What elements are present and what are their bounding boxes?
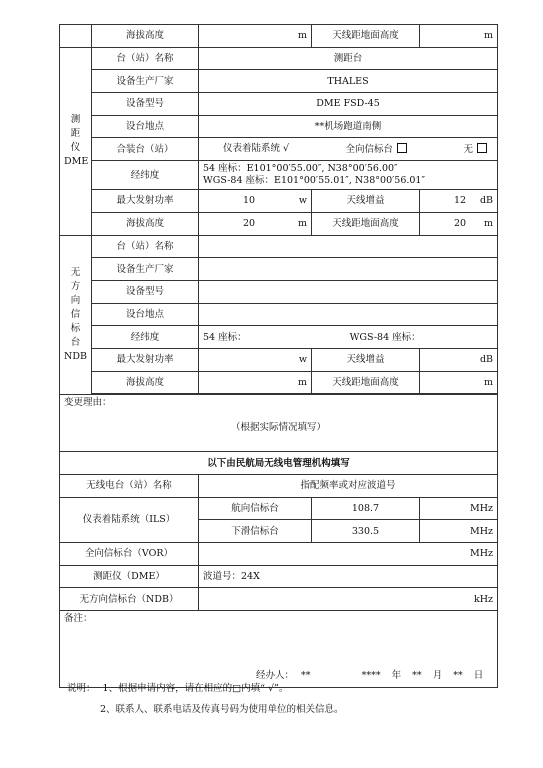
ndb-name-label: 台（站）名称 (92, 235, 199, 258)
date-month: ** (412, 670, 422, 682)
authority-heading: 以下由民航局无线电管理机构填写 (60, 452, 498, 475)
dme-maker-value[interactable]: THALES (199, 70, 498, 93)
coord-54: 54 座标：E101°00′55.00″, N38°00′56.00″ (203, 163, 398, 175)
footnotes (67, 678, 344, 720)
ndb-model-row (60, 280, 498, 303)
date-month-unit: 月 (432, 670, 443, 682)
combo-vor-label: 全向信标台 (345, 144, 394, 156)
ils-loc-row (60, 497, 498, 520)
ndb-coord-value[interactable] (199, 326, 498, 349)
ndb-coord-54: 54 座标： (203, 331, 247, 343)
ndb-power-row (60, 348, 498, 371)
dme-section-char: 仪 (70, 142, 81, 154)
dme-alt-cell[interactable] (199, 212, 312, 235)
application-form (59, 24, 497, 682)
handler-value: ** (301, 670, 311, 682)
change-reason-hint: （根据实际情况填写） (230, 422, 326, 434)
dme-channel-row (60, 565, 498, 588)
dme-name-value[interactable]: 测距台 (199, 47, 498, 70)
ndb-section-char: 无 (70, 266, 81, 278)
dme-power-row (60, 190, 498, 213)
dme-alt-value: 20 (243, 218, 256, 230)
dme-site-value[interactable]: **机场跑道南侧 (199, 115, 498, 138)
dme-combo-options (199, 138, 498, 161)
ndb-freq-row (60, 588, 498, 611)
dme-altitude-row (60, 212, 498, 235)
ndb-alt-label: 海拔高度 (92, 371, 199, 394)
ndb-name-value[interactable] (199, 235, 498, 258)
note-line-1 (67, 678, 344, 699)
dme-height-cell[interactable] (420, 212, 498, 235)
dme-section-char: 测 (70, 114, 81, 126)
ndb-power-label: 最大发射功率 (92, 348, 199, 371)
dme-name-label: 台（站）名称 (92, 47, 199, 70)
dme-name-row (60, 47, 498, 70)
ndb-site-label: 设台地点 (92, 303, 199, 326)
dme-power-cell[interactable] (199, 190, 312, 213)
date-year-unit: 年 (391, 670, 402, 682)
altitude-unit: m (199, 25, 312, 48)
change-reason-row (60, 395, 498, 452)
vor-label: 全向信标台（VOR） (60, 543, 199, 566)
dme-height-label: 天线距地面高度 (312, 212, 420, 235)
ndb-site-row (60, 303, 498, 326)
ndb-section-char: 标 (70, 322, 81, 334)
ndb-maker-row (60, 258, 498, 281)
ndb-coord-row (60, 326, 498, 349)
vor-row (60, 543, 498, 566)
top-altitude-row (60, 25, 498, 48)
form-table (59, 24, 498, 688)
loc-label: 航向信标台 (199, 497, 312, 520)
dme-power-label: 最大发射功率 (92, 190, 199, 213)
dme-section-char: DME (64, 156, 89, 168)
gs-label: 下滑信标台 (199, 520, 312, 543)
ndb-section-label (60, 235, 92, 395)
ndb-section-char: 方 (70, 280, 81, 292)
antenna-height-label: 天线距地面高度 (312, 25, 420, 48)
dme-maker-row (60, 70, 498, 93)
ndb-maker-label: 设备生产厂家 (92, 258, 199, 281)
altitude-label: 海拔高度 (92, 25, 199, 48)
gs-unit: MHz (420, 520, 498, 543)
remarks-cell[interactable] (60, 611, 498, 688)
dme-model-value[interactable]: DME FSD-45 (199, 93, 498, 116)
dme-height-unit: m (483, 218, 493, 230)
dme-combo-label: 合装台（站） (92, 138, 199, 161)
dme-gain-cell[interactable] (420, 190, 498, 213)
ndb-gain-unit[interactable]: dB (420, 348, 498, 371)
dme-coord-label: 经纬度 (92, 161, 199, 190)
ndb-freq-unit[interactable]: kHz (199, 588, 498, 611)
antenna-height-unit: m (420, 25, 498, 48)
combo-vor-option[interactable] (346, 143, 408, 155)
dme-alt-label: 海拔高度 (92, 212, 199, 235)
date-day-unit: 日 (473, 670, 484, 682)
dme-site-row (60, 115, 498, 138)
col-station-header: 无线电台（站）名称 (60, 475, 199, 498)
note-1: 1、根据申请内容，请在相应的□内填“ √”。 (102, 683, 289, 694)
ndb-name-row (60, 235, 498, 258)
ndb-model-label: 设备型号 (92, 280, 199, 303)
gs-value[interactable]: 330.5 (312, 520, 420, 543)
change-reason-cell[interactable] (60, 395, 498, 452)
authority-heading-row (60, 452, 498, 475)
dme-maker-label: 设备生产厂家 (92, 70, 199, 93)
remarks-row (60, 611, 498, 688)
loc-unit: MHz (420, 497, 498, 520)
ndb-model-value[interactable] (199, 280, 498, 303)
authority-columns-row (60, 475, 498, 498)
ndb-alt-unit[interactable]: m (199, 371, 312, 394)
dme-channel-label: 测距仪（DME） (60, 565, 199, 588)
dme-gain-value: 12 (454, 195, 467, 207)
dme-combo-row (60, 138, 498, 161)
dme-coord-value[interactable] (199, 161, 498, 190)
ndb-section-char: 信 (70, 308, 81, 320)
ils-label: 仪表着陆系统（ILS） (60, 497, 199, 542)
combo-none-option[interactable] (463, 143, 487, 155)
ndb-section-char: 台 (70, 336, 81, 348)
dme-model-row (60, 93, 498, 116)
checkbox-icon[interactable] (477, 143, 487, 153)
ndb-section-char: NDB (64, 350, 87, 362)
dme-section-label (60, 47, 92, 235)
note-prefix: 说明： (67, 683, 96, 694)
checkbox-icon[interactable] (397, 143, 407, 153)
dme-power-unit: w (298, 195, 307, 207)
coord-wgs84: WGS-84 座标：E101°00′55.01″, N38°00′56.01″ (203, 175, 426, 187)
ndb-height-label: 天线距地面高度 (312, 371, 420, 394)
ndb-gain-label: 天线增益 (312, 348, 420, 371)
combo-ils-option[interactable]: 仪表着陆系统 √ (223, 143, 290, 155)
loc-value[interactable]: 108.7 (312, 497, 420, 520)
remarks-label: 备注： (64, 613, 93, 625)
vor-unit[interactable]: MHz (199, 543, 498, 566)
ndb-height-unit[interactable]: m (420, 371, 498, 394)
change-reason-label: 变更理由： (64, 397, 112, 409)
ndb-coord-wgs84: WGS-84 座标： (349, 331, 421, 343)
blank-cell (60, 25, 92, 48)
dme-model-label: 设备型号 (92, 93, 199, 116)
ndb-site-value[interactable] (199, 303, 498, 326)
dme-power-value: 10 (243, 195, 256, 207)
dme-gain-label: 天线增益 (312, 190, 420, 213)
dme-alt-unit: m (297, 218, 307, 230)
note-line-2: 2、联系人、联系电话及传真号码为使用单位的相关信息。 (100, 704, 344, 715)
dme-coord-row (60, 161, 498, 190)
ndb-section-char: 向 (70, 294, 81, 306)
dme-height-value: 20 (454, 218, 467, 230)
ndb-coord-label: 经纬度 (92, 326, 199, 349)
dme-channel-value[interactable]: 波道号：24X (199, 565, 498, 588)
ndb-altitude-row (60, 371, 498, 394)
combo-none-label: 无 (463, 144, 473, 156)
date-year: **** (361, 670, 381, 682)
col-freq-header: 指配频率或对应波道号 (199, 475, 498, 498)
dme-site-label: 设台地点 (92, 115, 199, 138)
date-day: ** (453, 670, 463, 682)
handler-label: 经办人： (256, 670, 295, 682)
dme-section-char: 距 (70, 128, 81, 140)
ndb-maker-value[interactable] (199, 258, 498, 281)
ndb-power-unit[interactable]: w (199, 348, 312, 371)
ndb-freq-label: 无方向信标台（NDB） (60, 588, 199, 611)
dme-gain-unit: dB (479, 195, 493, 207)
